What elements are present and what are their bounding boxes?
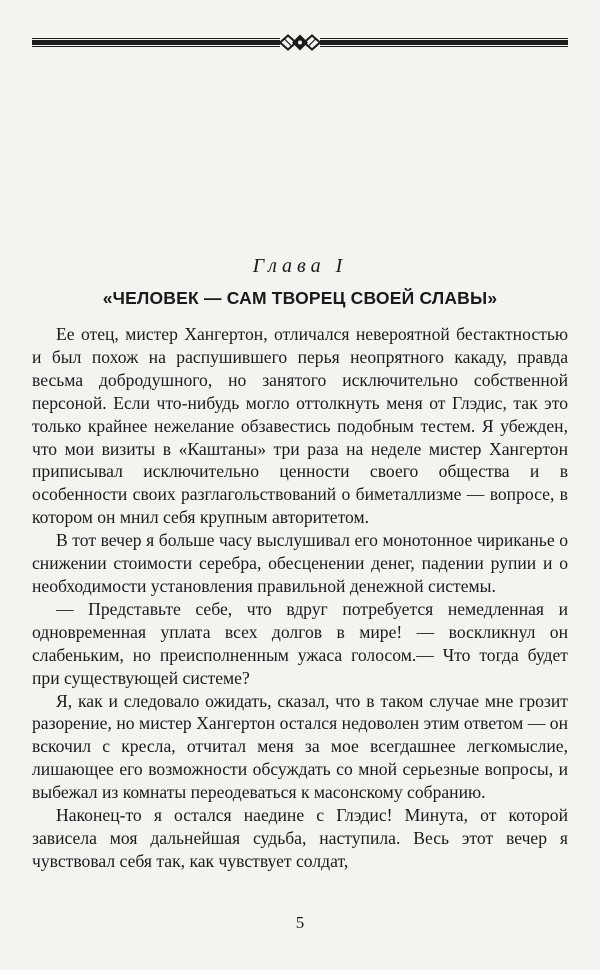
chapter-label: Глава I (252, 255, 348, 277)
body-text (32, 323, 568, 873)
paragraph-1: Ее отец, мистер Хангертон, отличался невероятной бестактностью и был похож на распушившего перья неопрятного какаду, правда весьма добродушного, но занятого исключительно собственной персоной. Если что-нибудь могло оттолкнуть меня от Глэдис, так это только крайнее нежелание обзавестись подобным тестем. Я убежден, что мои визиты в «Каштаны» три раза на неделе мистер Хангертон приписывал исключительно ценности своего общества и в особенности своих разглагольствований о биметаллизме — вопросе, в котором он мнил себя крупным авторитетом. (32, 324, 568, 528)
chapter-title: «ЧЕЛОВЕК — САМ ТВОРЕЦ СВОЕЙ СЛАВЫ» (102, 288, 498, 308)
paragraph-4: Я, как и следовало ожидать, сказал, что в таком случае мне грозит разорение, но мистер Хангертон остался недоволен этим ответом — он вскочил с кресла, отчитал меня за мое всегдашнее легкомыслие, лишающее его возможности обсуждать со мной серьезные вопросы, и выбежал из комнаты переодеваться к масонскому собранию. (32, 690, 568, 803)
paragraph-3: — Представьте себе, что вдруг потребуется немедленная и одновременная уплата всех долгов в мире! — воскликнул он слабеньким, но преисполненным ужаса голосом.— Что тогда будет при существующей системе? (32, 598, 568, 688)
paragraph-2: В тот вечер я больше часу выслушивал его монотонное чириканье о снижении стоимости серебра, обесценении денег, падении рупии и о необходимости установления правильной денежной системы. (32, 530, 568, 596)
ornament-center-knot (280, 35, 320, 51)
page-number: 5 (295, 913, 305, 932)
header-ornament (32, 34, 568, 52)
paragraph-5: Наконец-то я остался наедине с Глэдис! Минута, от которой зависела моя дальнейшая судьба, наступила. Весь этот вечер я чувствовал себя так, как чувствует солдат, (32, 805, 568, 871)
